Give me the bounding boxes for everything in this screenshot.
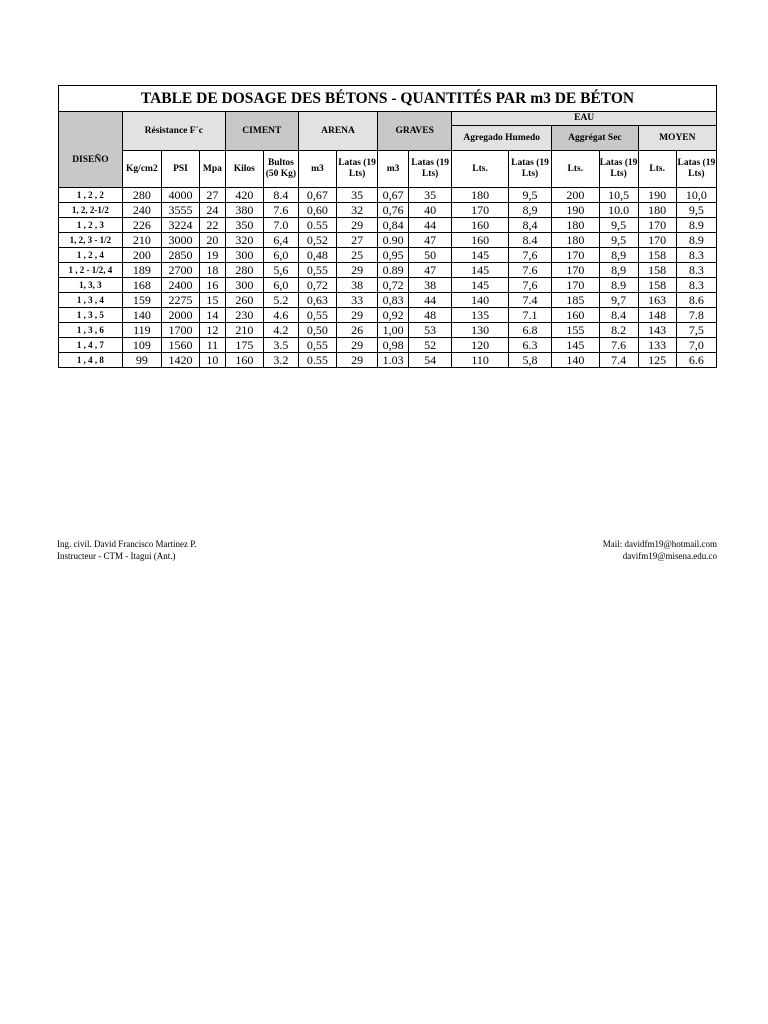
- table-cell: 50: [409, 248, 452, 263]
- table-cell: 44: [409, 218, 452, 233]
- mix-ratio-cell: 1 , 2 , 3: [59, 218, 123, 233]
- table-cell: 2700: [161, 263, 199, 278]
- table-cell: 0,72: [298, 278, 336, 293]
- table-cell: 29: [336, 263, 377, 278]
- table-cell: 260: [225, 293, 263, 308]
- footer-author: Ing. civil. David Francisco Martinez P.: [57, 539, 197, 549]
- table-cell: 0,84: [378, 218, 409, 233]
- table-cell: 0,48: [298, 248, 336, 263]
- table-cell: 0,76: [378, 203, 409, 218]
- table-cell: 0,92: [378, 308, 409, 323]
- header-agregado-humedo: Agregado Humedo: [452, 126, 552, 151]
- mix-ratio-cell: 1, 2, 2-1/2: [59, 203, 123, 218]
- table-cell: 7.4: [508, 293, 551, 308]
- table-cell: 7.6: [508, 263, 551, 278]
- table-row: [59, 188, 717, 203]
- table-cell: 10,5: [599, 188, 638, 203]
- mix-ratio-cell: 1 , 2 , 4: [59, 248, 123, 263]
- table-cell: 22: [200, 218, 226, 233]
- table-cell: 27: [200, 188, 226, 203]
- table-cell: 7,6: [508, 248, 551, 263]
- table-row: [59, 353, 717, 368]
- table-cell: 9,5: [508, 188, 551, 203]
- table-cell: 8.4: [263, 188, 298, 203]
- table-cell: 180: [638, 203, 676, 218]
- table-cell: 4.6: [263, 308, 298, 323]
- table-cell: 9,5: [599, 218, 638, 233]
- table-cell: 320: [225, 233, 263, 248]
- table-cell: 130: [452, 323, 509, 338]
- table-cell: 180: [452, 188, 509, 203]
- table-cell: 0,55: [298, 308, 336, 323]
- table-cell: 3000: [161, 233, 199, 248]
- table-cell: 8.4: [508, 233, 551, 248]
- table-cell: 32: [336, 203, 377, 218]
- table-cell: 7.1: [508, 308, 551, 323]
- table-cell: 145: [452, 278, 509, 293]
- table-cell: 7.6: [599, 338, 638, 353]
- table-cell: 170: [552, 263, 599, 278]
- table-cell: 20: [200, 233, 226, 248]
- table-cell: 7,6: [508, 278, 551, 293]
- table-cell: 0,98: [378, 338, 409, 353]
- table-cell: 210: [122, 233, 161, 248]
- table-cell: 170: [552, 248, 599, 263]
- header-ciment: CIMENT: [225, 112, 298, 151]
- table-cell: 175: [225, 338, 263, 353]
- header-latas-sec: Latas (19 Lts): [599, 151, 638, 188]
- table-cell: 19: [200, 248, 226, 263]
- table-cell: 7.0: [263, 218, 298, 233]
- table-cell: 0.89: [378, 263, 409, 278]
- table-row: [59, 263, 717, 278]
- table-cell: 8.3: [676, 263, 716, 278]
- concrete-dosage-table: [58, 85, 717, 368]
- table-body: [59, 188, 717, 368]
- table-cell: 6.6: [676, 353, 716, 368]
- table-row: [59, 278, 717, 293]
- table-cell: 6,0: [263, 278, 298, 293]
- table-cell: 7.6: [263, 203, 298, 218]
- table-cell: 180: [552, 218, 599, 233]
- table-cell: 29: [336, 338, 377, 353]
- mix-ratio-cell: 1 , 3 , 5: [59, 308, 123, 323]
- table-cell: 200: [122, 248, 161, 263]
- table-cell: 120: [452, 338, 509, 353]
- table-cell: 1700: [161, 323, 199, 338]
- table-cell: 7,0: [676, 338, 716, 353]
- table-cell: 2000: [161, 308, 199, 323]
- table-cell: 8.6: [676, 293, 716, 308]
- table-cell: 33: [336, 293, 377, 308]
- table-cell: 27: [336, 233, 377, 248]
- table-cell: 0,67: [298, 188, 336, 203]
- table-cell: 35: [336, 188, 377, 203]
- table-cell: 160: [552, 308, 599, 323]
- table-cell: 0,60: [298, 203, 336, 218]
- table-cell: 180: [552, 233, 599, 248]
- table-cell: 8,9: [599, 248, 638, 263]
- table-cell: 170: [638, 218, 676, 233]
- table-cell: 47: [409, 263, 452, 278]
- table-cell: 140: [452, 293, 509, 308]
- table-cell: 0,50: [298, 323, 336, 338]
- table-cell: 200: [552, 188, 599, 203]
- table-cell: 3.2: [263, 353, 298, 368]
- table-cell: 16: [200, 278, 226, 293]
- table-cell: 10: [200, 353, 226, 368]
- table-cell: 5,8: [508, 353, 551, 368]
- header-arena: ARENA: [298, 112, 377, 151]
- table-cell: 158: [638, 278, 676, 293]
- table-cell: 168: [122, 278, 161, 293]
- table-cell: 350: [225, 218, 263, 233]
- table-cell: 8.2: [599, 323, 638, 338]
- table-cell: 1.03: [378, 353, 409, 368]
- header-lts-moyen: Lts.: [638, 151, 676, 188]
- table-cell: 0,63: [298, 293, 336, 308]
- table-cell: 4.2: [263, 323, 298, 338]
- table-cell: 18: [200, 263, 226, 278]
- table-cell: 48: [409, 308, 452, 323]
- table-cell: 9,7: [599, 293, 638, 308]
- table-cell: 420: [225, 188, 263, 203]
- table-cell: 0,83: [378, 293, 409, 308]
- header-lts-humedo: Lts.: [452, 151, 509, 188]
- table-cell: 9,5: [676, 203, 716, 218]
- header-kgcm2: Kg/cm2: [122, 151, 161, 188]
- table-cell: 140: [122, 308, 161, 323]
- table-cell: 11: [200, 338, 226, 353]
- table-cell: 155: [552, 323, 599, 338]
- mix-ratio-cell: 1 , 2 - 1/2, 4: [59, 263, 123, 278]
- mix-ratio-cell: 1 , 4 , 7: [59, 338, 123, 353]
- table-cell: 26: [336, 323, 377, 338]
- footer-author-block: [57, 538, 196, 562]
- table-cell: 10,0: [676, 188, 716, 203]
- header-latas-moyen: Latas (19 Lts): [676, 151, 716, 188]
- table-cell: 6.8: [508, 323, 551, 338]
- table-cell: 0.55: [298, 353, 336, 368]
- table-row: [59, 218, 717, 233]
- table-cell: 226: [122, 218, 161, 233]
- header-psi: PSI: [161, 151, 199, 188]
- table-cell: 3224: [161, 218, 199, 233]
- mix-ratio-cell: 1 , 4 , 8: [59, 353, 123, 368]
- table-cell: 8.9: [676, 233, 716, 248]
- header-bultos: Bultos (50 Kg): [263, 151, 298, 188]
- table-cell: 190: [552, 203, 599, 218]
- table-cell: 2275: [161, 293, 199, 308]
- header-diseno: DISEÑO: [59, 112, 123, 188]
- table-cell: 190: [638, 188, 676, 203]
- table-cell: 7.4: [599, 353, 638, 368]
- table-cell: 1420: [161, 353, 199, 368]
- table-row: [59, 203, 717, 218]
- table-cell: 14: [200, 308, 226, 323]
- header-mpa: Mpa: [200, 151, 226, 188]
- table-cell: 170: [638, 233, 676, 248]
- header-kilos: Kilos: [225, 151, 263, 188]
- table-cell: 29: [336, 353, 377, 368]
- table-cell: 125: [638, 353, 676, 368]
- table-row: [59, 293, 717, 308]
- mix-ratio-cell: 1 , 3 , 6: [59, 323, 123, 338]
- table-row: [59, 308, 717, 323]
- table-cell: 145: [452, 248, 509, 263]
- table-cell: 6.3: [508, 338, 551, 353]
- table-cell: 2400: [161, 278, 199, 293]
- table-cell: 1560: [161, 338, 199, 353]
- table-cell: 54: [409, 353, 452, 368]
- table-cell: 4000: [161, 188, 199, 203]
- mix-ratio-cell: 1 , 3 , 4: [59, 293, 123, 308]
- header-lts-sec: Lts.: [552, 151, 599, 188]
- table-cell: 170: [452, 203, 509, 218]
- table-title: TABLE DE DOSAGE DES BÉTONS - QUANTITÉS PAR m3 DE BÉTON: [59, 86, 717, 112]
- table-cell: 140: [552, 353, 599, 368]
- table-cell: 145: [452, 263, 509, 278]
- table-cell: 5,6: [263, 263, 298, 278]
- table-cell: 6,4: [263, 233, 298, 248]
- table-cell: 7.8: [676, 308, 716, 323]
- table-cell: 6,0: [263, 248, 298, 263]
- table-cell: 135: [452, 308, 509, 323]
- header-moyen: MOYEN: [638, 126, 716, 151]
- table-cell: 35: [409, 188, 452, 203]
- table-cell: 0,52: [298, 233, 336, 248]
- header-m3-graves: m3: [378, 151, 409, 188]
- table-cell: 0,72: [378, 278, 409, 293]
- table-cell: 9,5: [599, 233, 638, 248]
- table-row: [59, 248, 717, 263]
- table-cell: 29: [336, 308, 377, 323]
- table-cell: 160: [452, 218, 509, 233]
- table-cell: 0.90: [378, 233, 409, 248]
- table-cell: 29: [336, 218, 377, 233]
- table-cell: 145: [552, 338, 599, 353]
- table-cell: 160: [225, 353, 263, 368]
- footer-mail-1: Mail: davidfm19@hotmail.com: [602, 539, 717, 549]
- table-cell: 185: [552, 293, 599, 308]
- table-cell: 24: [200, 203, 226, 218]
- table-cell: 38: [409, 278, 452, 293]
- table-row: [59, 233, 717, 248]
- table-cell: 52: [409, 338, 452, 353]
- table-row: [59, 338, 717, 353]
- table-cell: 3.5: [263, 338, 298, 353]
- table-cell: 189: [122, 263, 161, 278]
- header-resistance: Résistance F´c: [122, 112, 225, 151]
- table-cell: 0,55: [298, 263, 336, 278]
- header-eau: EAU: [452, 112, 717, 126]
- table-cell: 240: [122, 203, 161, 218]
- table-cell: 40: [409, 203, 452, 218]
- table-cell: 159: [122, 293, 161, 308]
- table-cell: 3555: [161, 203, 199, 218]
- table-cell: 5.2: [263, 293, 298, 308]
- table-cell: 8.3: [676, 248, 716, 263]
- table-cell: 0,67: [378, 188, 409, 203]
- table-cell: 380: [225, 203, 263, 218]
- table-cell: 110: [452, 353, 509, 368]
- table-cell: 99: [122, 353, 161, 368]
- header-m3-arena: m3: [298, 151, 336, 188]
- table-cell: 8,9: [508, 203, 551, 218]
- table-cell: 8.4: [599, 308, 638, 323]
- header-aggregat-sec: Aggrégat Sec: [552, 126, 638, 151]
- table-cell: 8,9: [599, 263, 638, 278]
- table-cell: 44: [409, 293, 452, 308]
- footer-role: Instructeur - CTM - Itagui (Ant.): [57, 551, 176, 561]
- table-cell: 8,4: [508, 218, 551, 233]
- footer-mail-2: davifm19@misena.edu.co: [622, 551, 717, 561]
- table-cell: 280: [122, 188, 161, 203]
- table-cell: 15: [200, 293, 226, 308]
- table-cell: 7,5: [676, 323, 716, 338]
- mix-ratio-cell: 1, 2, 3 - 1/2: [59, 233, 123, 248]
- table-cell: 148: [638, 308, 676, 323]
- header-latas-graves: Latas (19 Lts): [409, 151, 452, 188]
- table-cell: 8.9: [599, 278, 638, 293]
- table-cell: 25: [336, 248, 377, 263]
- table-cell: 119: [122, 323, 161, 338]
- table-cell: 109: [122, 338, 161, 353]
- footer-contact-block: [603, 538, 717, 562]
- table-cell: 163: [638, 293, 676, 308]
- table-cell: 38: [336, 278, 377, 293]
- table-cell: 8.9: [676, 218, 716, 233]
- table-cell: 2850: [161, 248, 199, 263]
- table-cell: 280: [225, 263, 263, 278]
- header-latas-humedo: Latas (19 Lts): [508, 151, 551, 188]
- table-cell: 53: [409, 323, 452, 338]
- table-cell: 300: [225, 278, 263, 293]
- table-cell: 12: [200, 323, 226, 338]
- table-row: [59, 323, 717, 338]
- header-graves: GRAVES: [378, 112, 452, 151]
- table-cell: 10.0: [599, 203, 638, 218]
- mix-ratio-cell: 1 , 2 , 2: [59, 188, 123, 203]
- table-cell: 0,55: [298, 338, 336, 353]
- table-cell: 8.3: [676, 278, 716, 293]
- table-cell: 0.55: [298, 218, 336, 233]
- table-cell: 170: [552, 278, 599, 293]
- table-cell: 143: [638, 323, 676, 338]
- table-cell: 210: [225, 323, 263, 338]
- table-cell: 300: [225, 248, 263, 263]
- table-cell: 158: [638, 248, 676, 263]
- mix-ratio-cell: 1, 3, 3: [59, 278, 123, 293]
- table-cell: 1,00: [378, 323, 409, 338]
- table-cell: 0,95: [378, 248, 409, 263]
- table-cell: 133: [638, 338, 676, 353]
- table-cell: 160: [452, 233, 509, 248]
- header-latas-arena: Latas (19 Lts): [336, 151, 377, 188]
- table-cell: 230: [225, 308, 263, 323]
- table-cell: 158: [638, 263, 676, 278]
- table-cell: 47: [409, 233, 452, 248]
